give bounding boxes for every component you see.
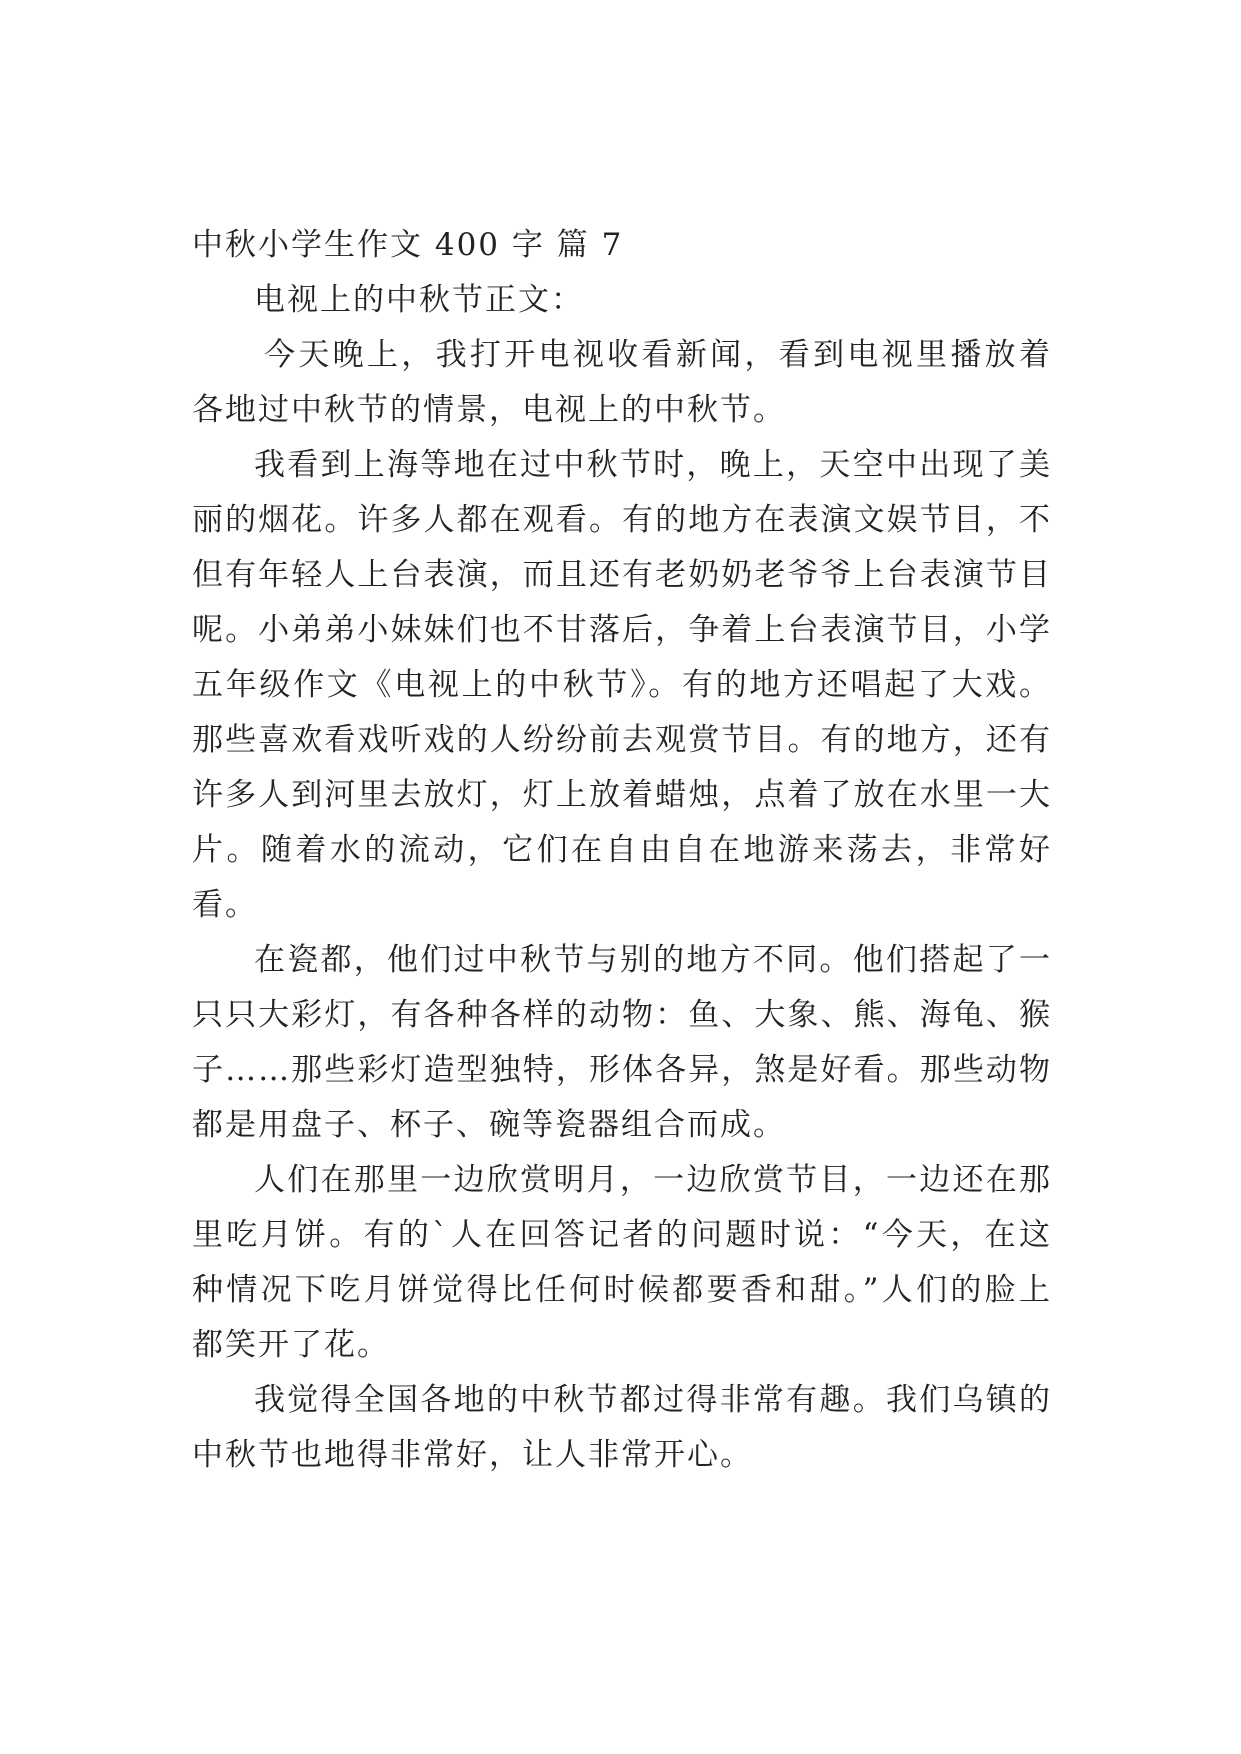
paragraph-1: 今天晚上，我打开电视收看新闻，看到电视里播放着各地过中秋节的情景，电视上的中秋节。 [192, 337, 1052, 428]
document-title: 中秋小学生作文 400 字 篇 7 [192, 227, 624, 263]
paragraph-2: 我看到上海等地在过中秋节时，晚上，天空中出现了美丽的烟花。许多人都在观看。有的地方在表演文娱节目，不但有年轻人上台表演，而且还有老奶奶老爷爷上台表演节目呢。小弟弟小妹妹们也不甘落后，争着上台表演节目，小学五年级作文《电视上的中秋节》。有的地方还唱起了大戏。那些喜欢看戏听戏的人纷纷前去观赏节目。有的地方，还有许多人到河里去放灯，灯上放着蜡烛，点着了放在水里一大片。随着水的流动，它们在自由自在地游来荡去，非常好看。 [192, 447, 1052, 923]
document-body [192, 218, 1052, 1483]
section-subtitle: 电视上的中秋节正文： [254, 282, 584, 318]
paragraph-3: 在瓷都，他们过中秋节与别的地方不同。他们搭起了一只只大彩灯，有各种各样的动物：鱼、大象、熊、海龟、猴子……那些彩灯造型独特，形体各异，煞是好看。那些动物都是用盘子、杯子、碗等瓷器组合而成。 [192, 942, 1052, 1143]
paragraph-5: 我觉得全国各地的中秋节都过得非常有趣。我们乌镇的中秋节也地得非常好，让人非常开心。 [192, 1382, 1052, 1473]
paragraph-4: 人们在那里一边欣赏明月，一边欣赏节目，一边还在那里吃月饼。有的`人在回答记者的问题时说：“今天，在这种情况下吃月饼觉得比任何时候都要香和甜。”人们的脸上都笑开了花。 [192, 1162, 1052, 1363]
